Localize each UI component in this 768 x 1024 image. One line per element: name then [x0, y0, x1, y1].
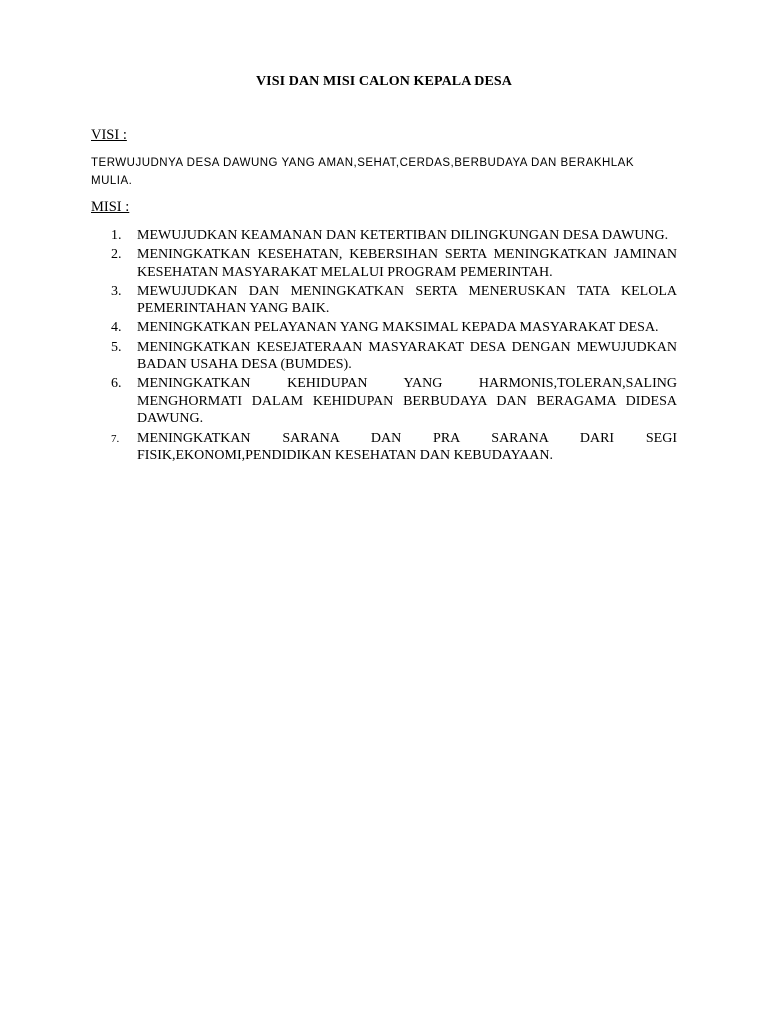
misi-item	[0, 319, 768, 337]
misi-item-text: MENINGKATKAN SARANA DAN PRA SARANA DARI SEGI FISIK,EKONOMI,PENDIDIKAN KESEHATAN DAN KEBUDAYAAN.	[137, 430, 677, 464]
misi-item-text: MENINGKATKAN PELAYANAN YANG MAKSIMAL KEPADA MASYARAKAT DESA.	[137, 320, 659, 336]
misi-item	[0, 246, 768, 281]
misi-item-number: 7.	[111, 432, 120, 445]
misi-item-text: MENINGKATKAN KESEJATERAAN MASYARAKAT DESA DENGAN MEWUJUDKAN BADAN USAHA DESA (BUMDES).	[137, 339, 677, 373]
misi-item-text: MEWUJUDKAN KEAMANAN DAN KETERTIBAN DILINGKUNGAN DESA DAWUNG.	[137, 228, 669, 243]
misi-item	[0, 283, 768, 318]
misi-item	[0, 430, 768, 465]
misi-item-text: MENINGKATKAN KESEHATAN, KEBERSIHAN SERTA MENINGKATKAN JAMINAN KESEHATAN MASYARAKAT MELALUI PROGRAM PEMERINTAH.	[137, 247, 677, 280]
visi-heading: VISI :	[91, 127, 127, 143]
misi-item-text: MEWUJUDKAN DAN MENINGKATKAN SERTA MENERUSKAN TATA KELOLA PEMERINTAHAN YANG BAIK.	[137, 283, 677, 317]
misi-heading: MISI :	[91, 199, 130, 215]
misi-item-number: 2.	[111, 247, 122, 263]
visi-text: TERWUJUDNYA DESA DAWUNG YANG AMAN,SEHAT,CERDAS,BERBUDAYA DAN BERAKHLAK MULIA.	[91, 157, 635, 187]
misi-item-number: 4.	[111, 320, 122, 336]
misi-item	[0, 339, 768, 374]
misi-item-number: 6.	[111, 376, 122, 392]
misi-item	[0, 375, 768, 428]
misi-list	[0, 227, 768, 466]
document-title: VISI DAN MISI CALON KEPALA DESA	[255, 74, 513, 89]
misi-item-number: 5.	[111, 339, 122, 355]
misi-item-text: MENINGKATKAN KEHIDUPAN YANG HARMONIS,TOLERAN,SALING MENGHORMATI DALAM KEHIDUPAN BERBUDAYA DAN BERAGAMA DIDESA DAWUNG.	[137, 376, 677, 427]
misi-item	[0, 227, 768, 245]
misi-item-number: 1.	[111, 228, 122, 243]
misi-item-number: 3.	[111, 283, 122, 299]
